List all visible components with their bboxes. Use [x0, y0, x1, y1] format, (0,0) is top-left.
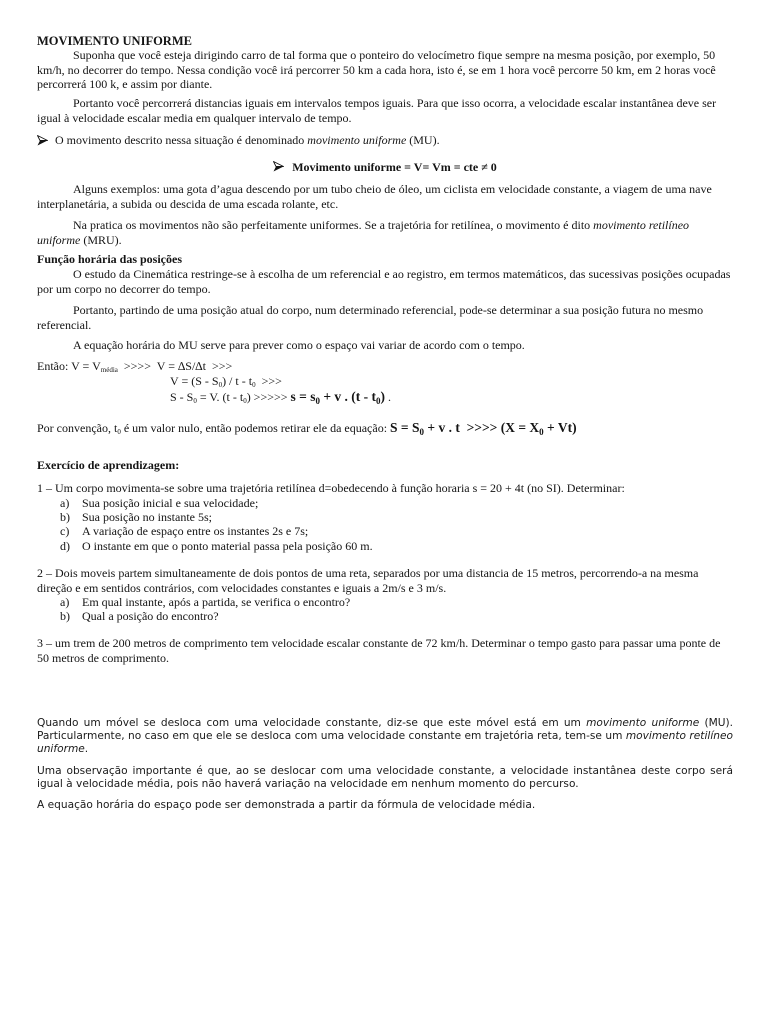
eq1-sub: média — [100, 366, 118, 374]
mu-bullet-text — [55, 133, 440, 148]
exercise-1-item-d — [37, 539, 733, 553]
summary-p1-b: (MU). Particularmente, no caso em que ele se desloca com uma velocidade constante em trajetória reta, tem-se um — [37, 717, 733, 742]
eq3-c: ) >>>>> — [246, 390, 291, 404]
exercise-1 — [37, 481, 733, 553]
summary-paragraph-3: A equação horária do espaço pode ser demonstrada a partir da fórmula de velocidade média. — [37, 799, 536, 811]
exercise-1-statement: 1 – Um corpo movimenta-se sobre uma trajetória retilínea d=obedecendo à função horaria s = 20 + 4t (no SI). Determinar: — [37, 481, 625, 495]
conv-r2-sub: 0 — [539, 427, 544, 437]
mu-bullet-before: O movimento descrito nessa situação é denominado — [55, 133, 308, 147]
eq2-c: >>> — [255, 374, 282, 388]
mru-paragraph-after: (MRU). — [80, 232, 122, 247]
arrowhead-bullet-icon — [273, 160, 292, 172]
eq3-sub-a: 0 — [193, 397, 197, 405]
page-title: MOVIMENTO UNIFORME — [37, 34, 192, 48]
summary-paragraph-1 — [37, 717, 733, 756]
eq2-a: V = (S - S — [170, 374, 219, 388]
equation-line-3 — [170, 389, 391, 405]
funcao-paragraph-1: O estudo da Cinemática restringe-se à escolha de um referencial e ao registro, em termos matemáticos, das sucessivas posições ocupadas por um corpo no decorrer do tempo. — [37, 267, 731, 296]
eq2-sub-b: 0 — [252, 381, 256, 389]
arrowhead-bullet-icon — [37, 134, 55, 146]
conv-result — [390, 420, 577, 435]
exercises-heading: Exercício de aprendizagem: — [37, 458, 180, 472]
eq3-r1-sub: 0 — [315, 396, 320, 406]
eq1-b: >>>> V = ∆S/∆t >>> — [117, 359, 233, 373]
mru-paragraph — [37, 218, 733, 247]
item-text: A variação de espaço entre os instantes 2s e 7s; — [82, 524, 309, 539]
summary-paragraph-2: Uma observação importante é que, ao se deslocar com uma velocidade constante, a velocidade instantânea deste corpo será igual à velocidade média, pois não haverá variação na velocidade em nenhum momento do percurso. — [37, 765, 733, 790]
mu-definition-text: Movimento uniforme = V= Vm = cte ≠ 0 — [292, 160, 497, 174]
conv-r2: + v . t >>>> (X = X — [424, 420, 540, 435]
exercise-1-item-c — [37, 524, 733, 538]
conv-b: é um valor nulo, então podemos retirar ele da equação: — [120, 421, 391, 435]
mu-bullet-after: (MU). — [406, 133, 440, 147]
conv-sub-a: 0 — [117, 428, 121, 436]
exercise-1-item-b — [37, 510, 733, 524]
mu-definition — [37, 160, 733, 175]
item-marker: d) — [60, 538, 70, 553]
eq3-sub-b: 0 — [243, 397, 247, 405]
funcao-paragraph-2: Portanto, partindo de uma posição atual do corpo, num determinado referencial, pode-se determinar a sua posição futura no mesmo referencial. — [37, 303, 704, 332]
item-marker: c) — [60, 524, 70, 539]
mu-bullet — [37, 133, 733, 148]
eq3-r1: s = s — [290, 389, 316, 404]
conv-a: Por convenção, t — [37, 421, 118, 435]
item-text: O instante em que o ponto material passa pela posição 60 m. — [82, 538, 373, 553]
eq3-r2: + v . (t - t — [319, 389, 377, 404]
funcao-paragraph-3: A equação horária do MU serve para prever como o espaço vai variar de acordo com o tempo. — [73, 338, 525, 352]
exercise-2-statement: 2 – Dois moveis partem simultaneamente de dois pontos de uma reta, separados por uma distancia de 15 metros, percorrendo-a na mesma direção e em sentidos contrários, com velocidades constantes e iguais a 2m/s e 3 m/s. — [37, 566, 699, 595]
exercise-3 — [37, 636, 733, 665]
eq3-result — [291, 389, 386, 404]
intro-paragraph-1: Suponha que você esteja dirigindo carro de tal forma que o ponteiro do velocímetro fique sempre na mesma posição, por exemplo, 50 km/h, no decorrer do tempo. Nessa condição você irá percorrer 50 km a cada hora, isto é, se em 1 hora você percorre 50 km, em 2 horas você percorrerá 100 k, e assim por diante. — [37, 48, 716, 91]
eq3-a: S - S — [170, 390, 194, 404]
equation-line-2 — [170, 374, 282, 389]
eq1-a: Então: V = V — [37, 359, 101, 373]
eq3-b: = V. (t - t — [196, 390, 244, 404]
item-marker: a) — [60, 495, 70, 510]
mru-term: movimento retilíneo uniforme — [37, 218, 690, 247]
conv-r1: S = S — [390, 420, 420, 435]
item-marker: b) — [60, 509, 70, 524]
exercise-2-item-b — [37, 609, 733, 623]
item-marker: b) — [60, 609, 70, 624]
exercise-3-statement: 3 – um trem de 200 metros de comprimento tem velocidade escalar constante de 72 km/h. Determinar o tempo gasto para passar uma ponte de 50 metros de comprimento. — [37, 636, 721, 665]
exercise-2 — [37, 566, 733, 624]
section-heading-funcao: Função horária das posições — [37, 252, 183, 266]
item-marker: a) — [60, 595, 70, 609]
eq3-r2-sub: 0 — [376, 396, 381, 406]
summary-term-mru: movimento retilíneo uniforme — [37, 730, 733, 755]
eq3-d: . — [385, 390, 392, 404]
mru-paragraph-before: Na pratica os movimentos não são perfeitamente uniformes. Se a trajetória for retilínea, o movimento é dito — [73, 218, 594, 232]
item-text: Qual a posição do encontro? — [82, 609, 219, 624]
summary-p1-c: . — [84, 743, 89, 755]
conv-r1-sub: 0 — [419, 427, 425, 437]
eq2-b: ) / t - t — [222, 374, 253, 388]
mu-term: movimento uniforme — [307, 133, 407, 147]
summary-term-mu: movimento uniforme — [586, 717, 700, 729]
summary-p1-a: Quando um móvel se desloca com uma velocidade constante, diz-se que este móvel está em um — [37, 717, 587, 729]
conv-r3: + Vt) — [543, 420, 577, 435]
intro-paragraph-2: Portanto você percorrerá distancias iguais em intervalos tempos iguais. Para que isso ocorra, a velocidade escalar instantânea deve ser igual à velocidade escalar media em qualquer intervalo de tempo. — [37, 96, 717, 125]
item-text: Sua posição inicial e sua velocidade; — [82, 495, 259, 510]
examples-paragraph: Alguns exemplos: uma gota d’agua descendo por um tubo cheio de óleo, um ciclista em velocidade constante, a viagem de uma nave interplanetária, a subida ou descida de uma escada rolante, etc. — [37, 182, 712, 211]
eq3-r3: ) — [380, 389, 386, 404]
eq2-sub-a: 0 — [218, 381, 223, 389]
exercise-2-item-a — [37, 595, 733, 609]
exercise-1-item-a — [37, 496, 733, 510]
equation-line-1 — [37, 359, 232, 374]
item-text: Sua posição no instante 5s; — [82, 509, 212, 524]
convention-line — [37, 420, 577, 436]
item-text: Em qual instante, após a partida, se verifica o encontro? — [82, 595, 351, 609]
